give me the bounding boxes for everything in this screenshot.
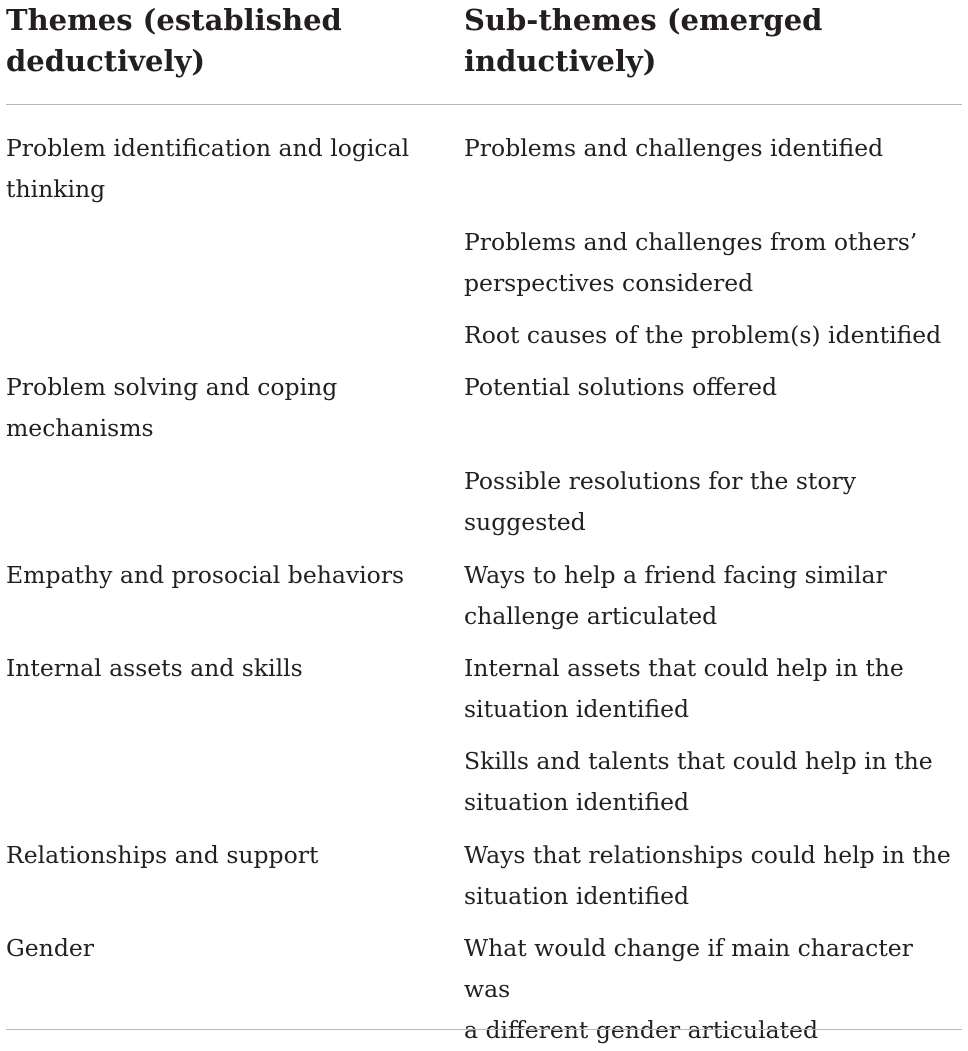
column-header-subthemes: Sub-themes (emerged inductively) <box>464 3 823 78</box>
theme-cell: Problem identification and logical thinking <box>6 134 410 203</box>
subtheme-cell: Skills and talents that could help in the situation identified <box>464 747 933 816</box>
subtheme-cell: Ways to help a friend facing similar challenge articulated <box>464 561 887 630</box>
subtheme-cell: Problems and challenges from others’ perspectives considered <box>464 228 918 297</box>
theme-cell: Gender <box>6 934 94 962</box>
header-rule <box>6 104 962 105</box>
subtheme-cell: Root causes of the problem(s) identified <box>464 321 942 349</box>
column-header-themes: Themes (established deductively) <box>6 3 342 78</box>
bottom-rule <box>6 1029 962 1030</box>
theme-cell: Problem solving and coping mechanisms <box>6 373 338 442</box>
subtheme-cell: Problems and challenges identified <box>464 134 884 162</box>
subtheme-cell: Internal assets that could help in the situation identified <box>464 654 904 723</box>
theme-cell: Relationships and support <box>6 841 319 869</box>
subtheme-cell: Ways that relationships could help in the situation identified <box>464 841 951 910</box>
theme-cell: Internal assets and skills <box>6 654 303 682</box>
subtheme-cell: What would change if main character was a different gender articulated <box>464 934 913 1044</box>
subtheme-cell: Possible resolutions for the story suggested <box>464 467 857 536</box>
subtheme-cell: Potential solutions offered <box>464 373 778 401</box>
theme-cell: Empathy and prosocial behaviors <box>6 561 405 589</box>
